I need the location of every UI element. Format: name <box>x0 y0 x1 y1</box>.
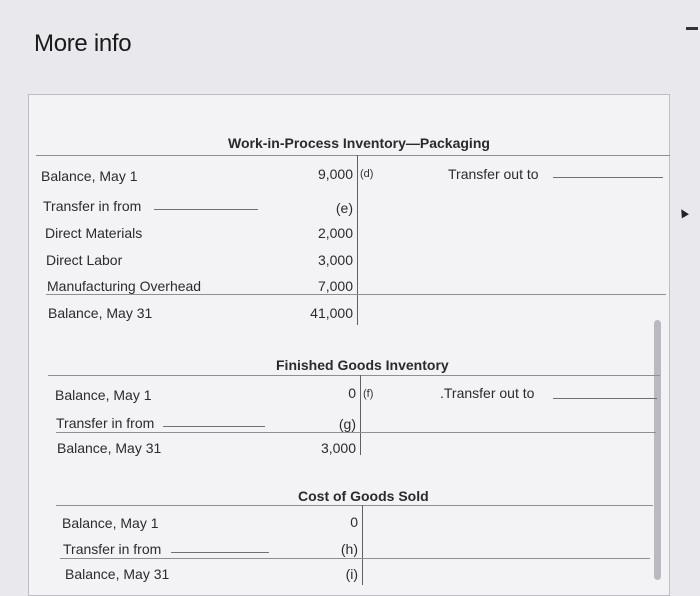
fgi-credit-label: .Transfer out to <box>440 385 535 401</box>
wip-title: Work-in-Process Inventory—Packaging <box>228 135 490 151</box>
fgi-row-label: Balance, May 1 <box>55 387 152 403</box>
wip-row-value: 9,000 <box>317 166 353 182</box>
wip-credit-label: Transfer out to <box>448 166 539 182</box>
cogs-transfer-in-blank[interactable] <box>171 552 269 553</box>
wip-row-label: Manufacturing Overhead <box>47 278 202 294</box>
wip-row-label: Balance, May 31 <box>48 305 153 321</box>
wip-row-label: Direct Materials <box>45 225 143 241</box>
fgi-row-label: Transfer in from <box>56 415 155 431</box>
fgi-credit-blank[interactable] <box>553 398 657 399</box>
fgi-title: Finished Goods Inventory <box>276 357 449 373</box>
cogs-row-label: Balance, May 1 <box>62 515 159 531</box>
fgi-total-rule <box>56 432 656 433</box>
wip-row-value: 3,000 <box>317 252 353 268</box>
cogs-center-rule <box>362 505 363 585</box>
wip-row-value: 7,000 <box>317 278 353 294</box>
fgi-row-value: 3,000 <box>320 440 356 456</box>
window-edge-mark <box>686 27 698 30</box>
vertical-scrollbar[interactable] <box>654 320 661 580</box>
cogs-row-value: (h) <box>340 541 358 557</box>
wip-total-rule <box>46 294 666 295</box>
cogs-total-rule <box>60 558 650 559</box>
wip-credit-blank[interactable] <box>553 177 663 178</box>
wip-row-label: Transfer in from <box>43 198 142 214</box>
cursor-arrow-icon: ▲ <box>672 201 693 223</box>
cogs-row-value: (i) <box>345 566 358 582</box>
wip-row-value: 41,000 <box>310 305 353 321</box>
fgi-row-value: 0 <box>348 385 356 401</box>
wip-top-rule <box>36 155 670 156</box>
wip-center-rule <box>357 155 358 325</box>
cogs-title: Cost of Goods Sold <box>298 488 429 504</box>
wip-row-value: 2,000 <box>317 225 353 241</box>
cogs-top-rule <box>56 505 653 506</box>
dialog-title: More info <box>34 30 132 57</box>
wip-row-tag: (d) <box>360 168 374 180</box>
fgi-top-rule <box>48 375 660 376</box>
fgi-transfer-in-blank[interactable] <box>163 426 265 427</box>
fgi-row-value: (g) <box>338 416 356 432</box>
wip-transfer-in-blank[interactable] <box>154 209 258 210</box>
wip-row-label: Direct Labor <box>46 252 123 268</box>
cogs-row-label: Transfer in from <box>63 541 162 557</box>
cogs-row-value: 0 <box>350 514 358 530</box>
wip-row-label: Balance, May 1 <box>41 168 138 184</box>
fgi-center-rule <box>360 375 361 455</box>
fgi-row-label: Balance, May 31 <box>57 440 162 456</box>
fgi-row-tag: (f) <box>363 388 374 400</box>
wip-row-value: (e) <box>335 200 353 216</box>
cogs-row-label: Balance, May 31 <box>65 566 170 582</box>
